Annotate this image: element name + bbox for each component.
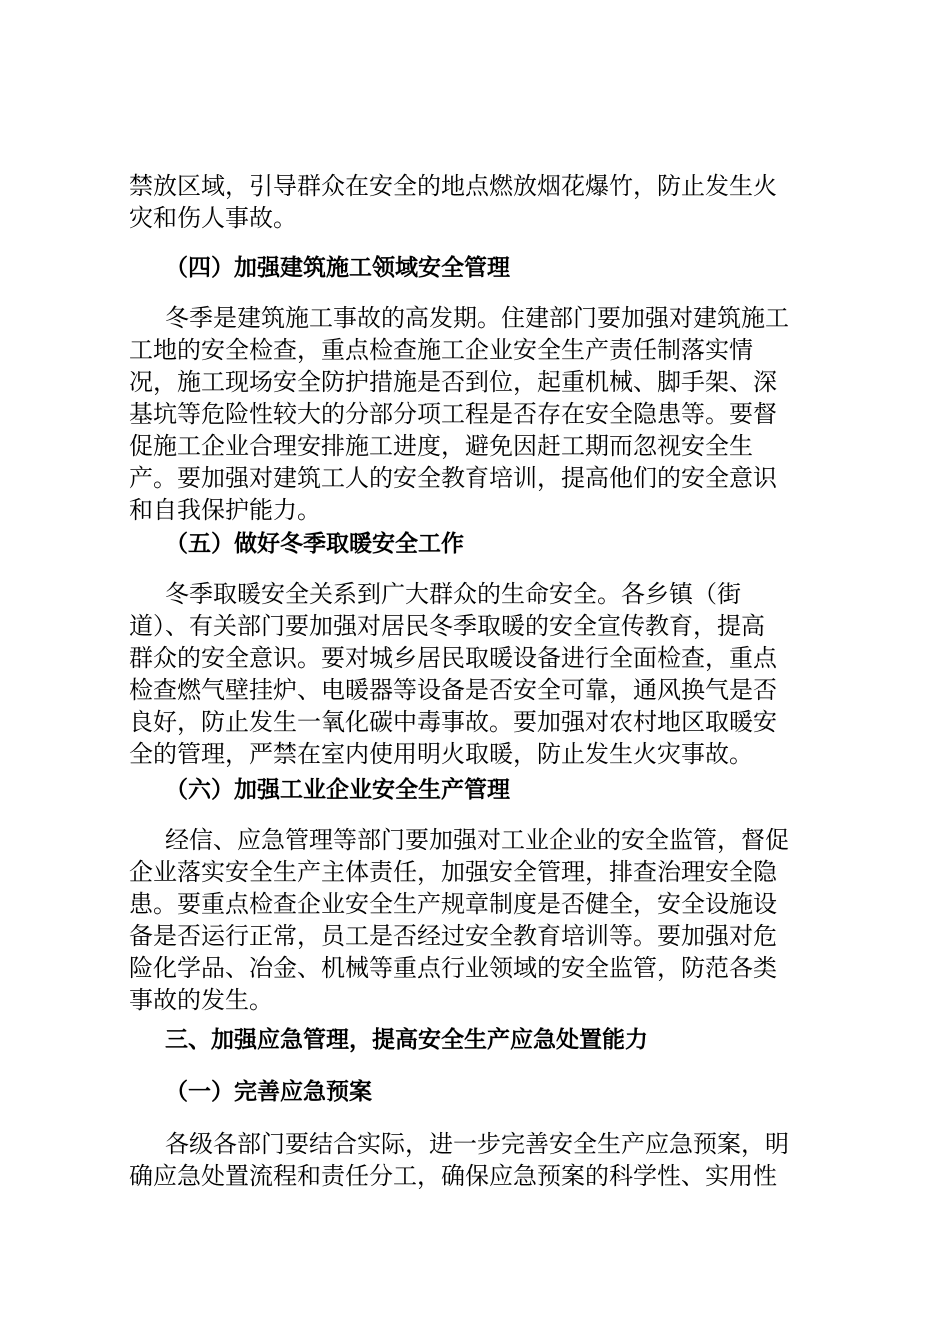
paragraph-line: 和自我保护能力。 [129, 496, 321, 524]
paragraph-line: 确应急处置流程和责任分工，确保应急预案的科学性、实用性 [129, 1162, 777, 1190]
paragraph-line: 经信、应急管理等部门要加强对工业企业的安全监管，督促 [165, 826, 789, 854]
paragraph-line: 况，施工现场安全防护措施是否到位，起重机械、脚手架、深 [129, 368, 777, 396]
paragraph-line: 全的管理，严禁在室内使用明火取暖，防止发生火灾事故。 [129, 740, 753, 768]
section-heading: （五）做好冬季取暖安全工作 [165, 531, 464, 557]
paragraph-line: 促施工企业合理安排施工进度，避免因赶工期而忽视安全生 [129, 432, 753, 460]
paragraph-line: 企业落实安全生产主体责任，加强安全管理，排查治理安全隐 [129, 858, 777, 886]
paragraph-line: 工地的安全检查，重点检查施工企业安全生产责任制落实情 [129, 336, 753, 364]
paragraph-line: 备是否运行正常，员工是否经过安全教育培训等。要加强对危 [129, 922, 777, 950]
paragraph-line: 患。要重点检查企业安全生产规章制度是否健全，安全设施设 [129, 890, 777, 918]
paragraph-line: 各级各部门要结合实际，进一步完善安全生产应急预案，明 [165, 1130, 789, 1158]
paragraph-line: 产。要加强对建筑工人的安全教育培训，提高他们的安全意识 [129, 464, 777, 492]
paragraph-line: 冬季取暖安全关系到广大群众的生命安全。各乡镇（街 [165, 580, 741, 608]
paragraph-line: 群众的安全意识。要对城乡居民取暖设备进行全面检查，重点 [129, 644, 777, 672]
paragraph-line: 灾和伤人事故。 [129, 204, 297, 232]
paragraph-line: 险化学品、冶金、机械等重点行业领域的安全监管，防范各类 [129, 954, 777, 982]
paragraph-line: 检查燃气壁挂炉、电暖器等设备是否安全可靠，通风换气是否 [129, 676, 777, 704]
paragraph-line: 良好，防止发生一氧化碳中毒事故。要加强对农村地区取暖安 [129, 708, 777, 736]
section-heading: （四）加强建筑施工领域安全管理 [165, 255, 510, 281]
paragraph-line: 道）、有关部门要加强对居民冬季取暖的安全宣传教育，提高 [129, 612, 765, 640]
paragraph-line: 冬季是建筑施工事故的高发期。住建部门要加强对建筑施工 [165, 304, 789, 332]
paragraph-line: 基坑等危险性较大的分部分项工程是否存在安全隐患等。要督 [129, 400, 777, 428]
paragraph-line: 事故的发生。 [129, 986, 273, 1014]
section-heading: （六）加强工业企业安全生产管理 [165, 777, 510, 803]
paragraph-line: 禁放区域，引导群众在安全的地点燃放烟花爆竹，防止发生火 [129, 172, 777, 200]
chapter-heading: 三、加强应急管理，提高安全生产应急处置能力 [165, 1027, 648, 1053]
section-heading: （一）完善应急预案 [165, 1079, 372, 1105]
